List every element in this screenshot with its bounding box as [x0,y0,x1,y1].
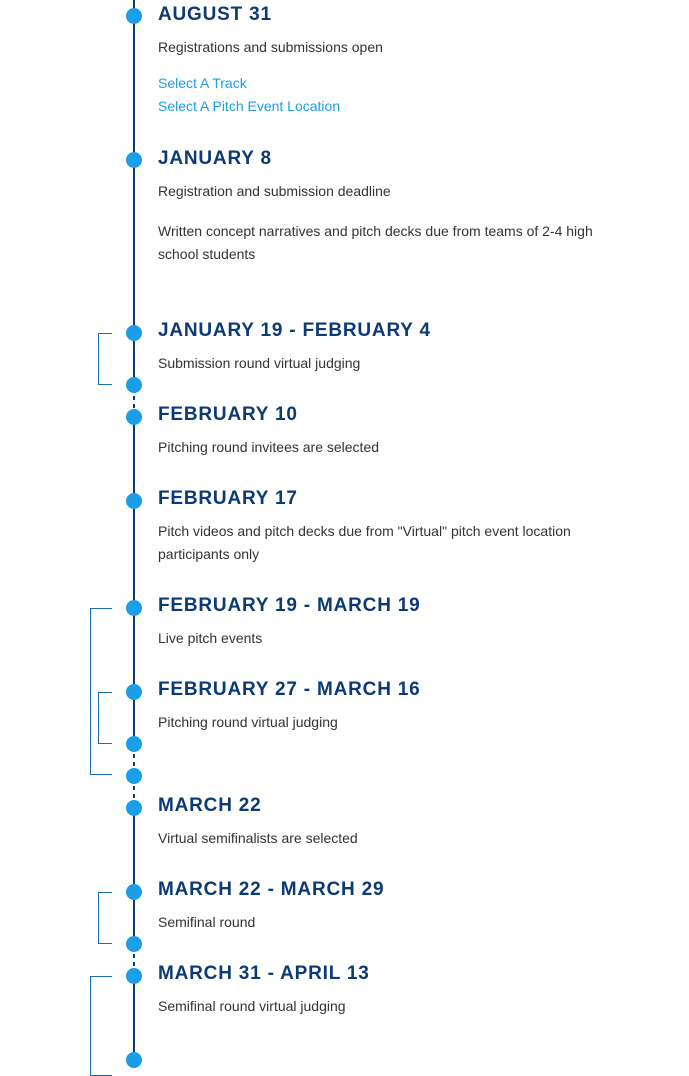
event-date: FEBRUARY 17 [158,488,298,509]
event-description: Virtual semifinalists are selected [158,830,358,846]
timeline-line [133,976,135,1058]
timeline-event-january-8 [158,148,658,266]
event-date: FEBRUARY 10 [158,404,298,425]
timeline-event-february-17 [158,488,658,566]
event-date: FEBRUARY 19 - MARCH 19 [158,595,421,616]
event-date: JANUARY 8 [158,148,272,169]
timeline-event-august-31 [158,4,658,118]
event-date: AUGUST 31 [158,4,272,25]
timeline-event-mar31-apr13 [158,963,658,1018]
timeline-event-march-22 [158,795,658,850]
event-description: Pitching round virtual judging [158,714,338,730]
event-date: MARCH 22 [158,795,262,816]
event-description: Pitch videos and pitch decks due from "Virtual" pitch event location participants only [158,523,571,562]
timeline-dot [126,968,142,984]
event-details: Written concept narratives and pitch decks due from teams of 2-4 high school students [158,223,593,262]
event-description: Live pitch events [158,630,263,646]
timeline-event-feb27-mar16 [158,679,658,734]
range-bracket-feb27-mar16 [98,692,112,744]
timeline-dot [126,152,142,168]
event-description: Semifinal round [158,914,256,930]
select-pitch-event-location-link[interactable]: Select A Pitch Event Location [158,98,341,114]
range-bracket-mar31-apr13 [90,976,112,1076]
event-description: Submission round virtual judging [158,355,361,371]
range-bracket-jan19-feb4 [98,333,112,385]
event-description: Registrations and submissions open [158,39,383,55]
timeline-event-mar22-mar29 [158,879,658,934]
event-description: Registration and submission deadline [158,183,391,199]
timeline-line [133,808,135,944]
timeline-dot [126,493,142,509]
event-date: MARCH 31 - APRIL 13 [158,963,370,984]
timeline-dot [126,684,142,700]
timeline-dot [126,800,142,816]
timeline-event-february-10 [158,404,658,459]
timeline-dot [126,409,142,425]
timeline-dot-range-end [126,377,142,393]
event-date: MARCH 22 - MARCH 29 [158,879,385,900]
timeline-dot-range-end [126,768,142,784]
timeline-event-jan19-feb4 [158,320,658,375]
timeline-dot [126,884,142,900]
timeline-dot [126,8,142,24]
select-track-link[interactable]: Select A Track [158,75,247,91]
event-description: Semifinal round virtual judging [158,998,346,1014]
timeline-dot-range-end [126,1052,142,1068]
event-date: FEBRUARY 27 - MARCH 16 [158,679,421,700]
timeline-event-feb19-mar19 [158,595,658,650]
timeline-dot-range-end [126,736,142,752]
event-links [158,72,658,118]
event-description: Pitching round invitees are selected [158,439,380,455]
range-bracket-mar22-mar29 [98,892,112,944]
timeline-dot [126,325,142,341]
event-date: JANUARY 19 - FEBRUARY 4 [158,320,431,341]
timeline-dot [126,600,142,616]
timeline-dot-range-end [126,936,142,952]
